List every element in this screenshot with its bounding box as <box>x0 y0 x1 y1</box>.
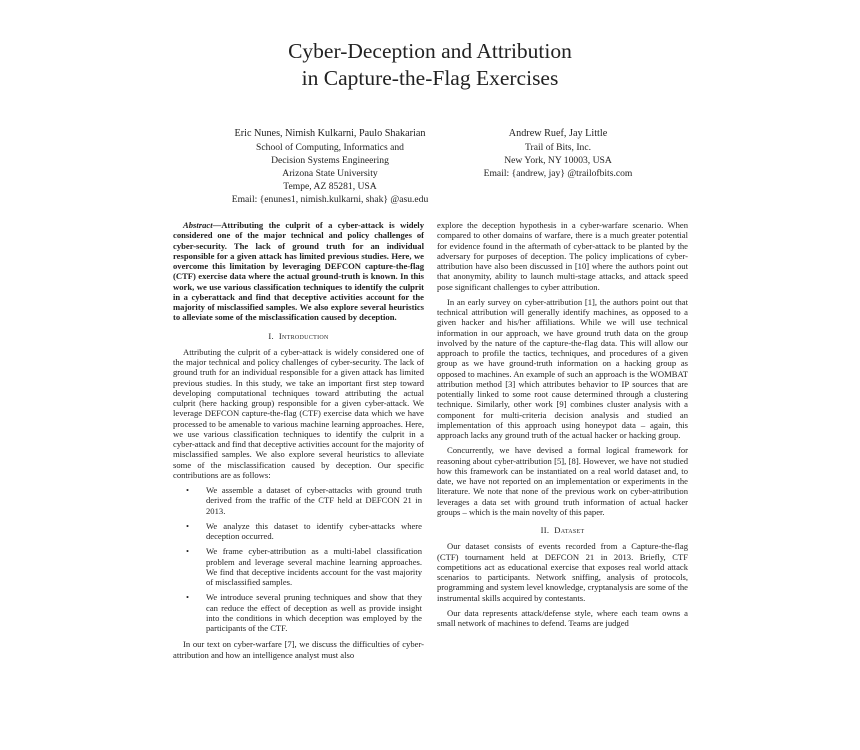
section-title: Introduction <box>278 330 329 341</box>
author-names-right: Andrew Ruef, Jay Little <box>508 128 608 139</box>
contributions-list <box>173 485 424 633</box>
section-heading-introduction <box>173 331 424 341</box>
bullet-icon: • <box>186 520 190 531</box>
bullet-icon: • <box>186 485 190 495</box>
body-paragraph: In an early survey on cyber-attribution [1], the authors point out that technical attribution will generally identify machines, as opposed to a given hacker and his/her affiliations. While we will use technical information in our approach, we have ground truth data on the group involved by the nature of the capture-the-flag data. This will allow our approach to profile the tactics, techniques, and procedures of a given group as we have ground-truth information on a hacking group as opposed to machines. An example of such an approach is the WOMBAT attribution method [3] which attributes behavior to IP sources that are potentially linked to some root cause determined through a clustering technique. Similarly, other work [9] combines cluster analysis with a component for multi-criteria decision analysis and studied an implementation of this approach using honeypot data – again, this approach lacks any ground truth of the actual hacker or hacking group. <box>437 296 688 440</box>
bullet-icon: • <box>186 546 190 557</box>
section-number: II. <box>540 525 550 535</box>
list-item-text: We introduce several pruning techniques and show that they can reduce the effect of deception as well as provide insight into the conditions in which deception was employed by the participants of the CTF. <box>206 592 422 633</box>
title-line-2: in Capture-the-Flag Exercises <box>301 66 559 90</box>
section-number: I. <box>268 330 274 341</box>
list-item-text: We frame cyber-attribution as a multi-label classification problem and leverage several machine learning approaches. We find that deceptive incidents account for the vast majority of misclassified samples. <box>206 546 422 587</box>
intro-paragraph: Attributing the culprit of a cyber-attack is widely considered one of the major technical and policy challenges of cyber-security. The lack of ground truth for an individual responsible for a given attack has limited previous studies. In this study, we take an important first step toward developing computational techniques toward attributing the actual culprit (here hacking group) responsible for a given cyber-attack. We leverage DEFCON capture-the-flag (CTF) exercise data which we have processed to be amenable to various machine learning approaches. Here, we use various classification techniques to identify the culprit in a cyber-attack and find that deceptive activities account for the majority of misclassified samples. We also explore several heuristics to alleviate some of the misclassification caused by deception. Our specific contributions are as follows: <box>173 346 424 480</box>
abstract-text: —Attributing the culprit of a cyber-attack is widely considered one of the major technical and policy challenges of cyber-security. The lack of ground truth for an individual responsible for a given attack has limited previous studies. Here, we overcome this limitation by leveraging DEFCON capture-the-flag (CTF) exercise data where the actual ground-truth is known. In this work, we use various classification techniques to identify the culprit in a cyberattack and find that deceptive activities account for the majority of misclassified samples. We also explore several heuristics to alleviate some of the misclassification caused by deception. <box>173 220 424 323</box>
affiliation-right <box>448 127 668 180</box>
body-paragraph: Concurrently, we have devised a formal logical framework for reasoning about cyber-attribution [5], [8]. However, we have not studied how this framework can be instantiated on a real world dataset and, to date, we have not reported on an implementation or experiments in the literature. We note that none of the previous work on cyber-attribution leverages a data set with ground truth information of actual hacker groups – which is the main novelty of this paper. <box>437 445 688 517</box>
paper-title <box>0 38 860 92</box>
list-item-text: We assemble a dataset of cyber-attacks with ground truth derived from the traffic of the CTF held at DEFCON 21 in 2013. <box>206 485 422 516</box>
bullet-icon: • <box>186 592 190 603</box>
right-column <box>437 220 688 633</box>
list-item <box>173 485 424 516</box>
section-heading-dataset <box>437 525 688 535</box>
list-item <box>173 521 424 542</box>
abstract <box>173 220 424 323</box>
affiliation-left <box>210 127 450 206</box>
author-names-left: Eric Nunes, Nimish Kulkarni, Paulo Shakarian <box>234 128 426 139</box>
left-column <box>173 220 424 665</box>
abstract-label: Abstract <box>183 220 213 230</box>
section-title: Dataset <box>554 525 585 535</box>
affiliation-line: New York, NY 10003, USA <box>504 155 612 167</box>
author-email-left: Email: {enunes1, nimish.kulkarni, shak} @asu.edu <box>231 194 429 206</box>
affiliation-line: Arizona State University <box>282 168 378 180</box>
affiliation-line: Trail of Bits, Inc. <box>524 142 591 153</box>
body-paragraph: Our data represents attack/defense style, where each team owns a small network of machines to defend. Teams are judged <box>437 607 688 628</box>
author-email-right: Email: {andrew, jay} @trailofbits.com <box>483 168 633 180</box>
intro-paragraph: In our text on cyber-warfare [7], we discuss the difficulties of cyber-attribution and how an intelligence analyst must also <box>173 639 424 660</box>
title-line-1: Cyber-Deception and Attribution <box>288 39 572 63</box>
list-item <box>173 592 424 633</box>
affiliation-line: School of Computing, Informatics and <box>256 142 404 153</box>
affiliation-line: Tempe, AZ 85281, USA <box>283 181 377 193</box>
list-item-text: We analyze this dataset to identify cyber-attacks where deception occurred. <box>206 520 422 541</box>
affiliation-line: Decision Systems Engineering <box>271 155 389 167</box>
body-paragraph: Our dataset consists of events recorded from a Capture-the-flag (CTF) tournament held at DEFCON 21 in 2013. Briefly, CTF competitions act as educational exercise that exposes real world attack scenarios to participants. Network sniffing, analysis of protocols, programming and system level knowledge, cryptanalysis are some of the instrumental skills acquired by contestants. <box>437 541 688 603</box>
body-paragraph: explore the deception hypothesis in a cyber-warfare scenario. When compared to other domains of warfare, there is a much greater potential for evidence found in the aftermath of cyber-attack to be planted by the adversary for purposes of deception. The policy implications of cyber-attribution have also been discussed in [10] where the authors point out that anonymity, ability to launch multi-stage attacks, and attack speed pose significant challenges to cyber attribution. <box>437 220 688 292</box>
list-item <box>173 546 424 587</box>
